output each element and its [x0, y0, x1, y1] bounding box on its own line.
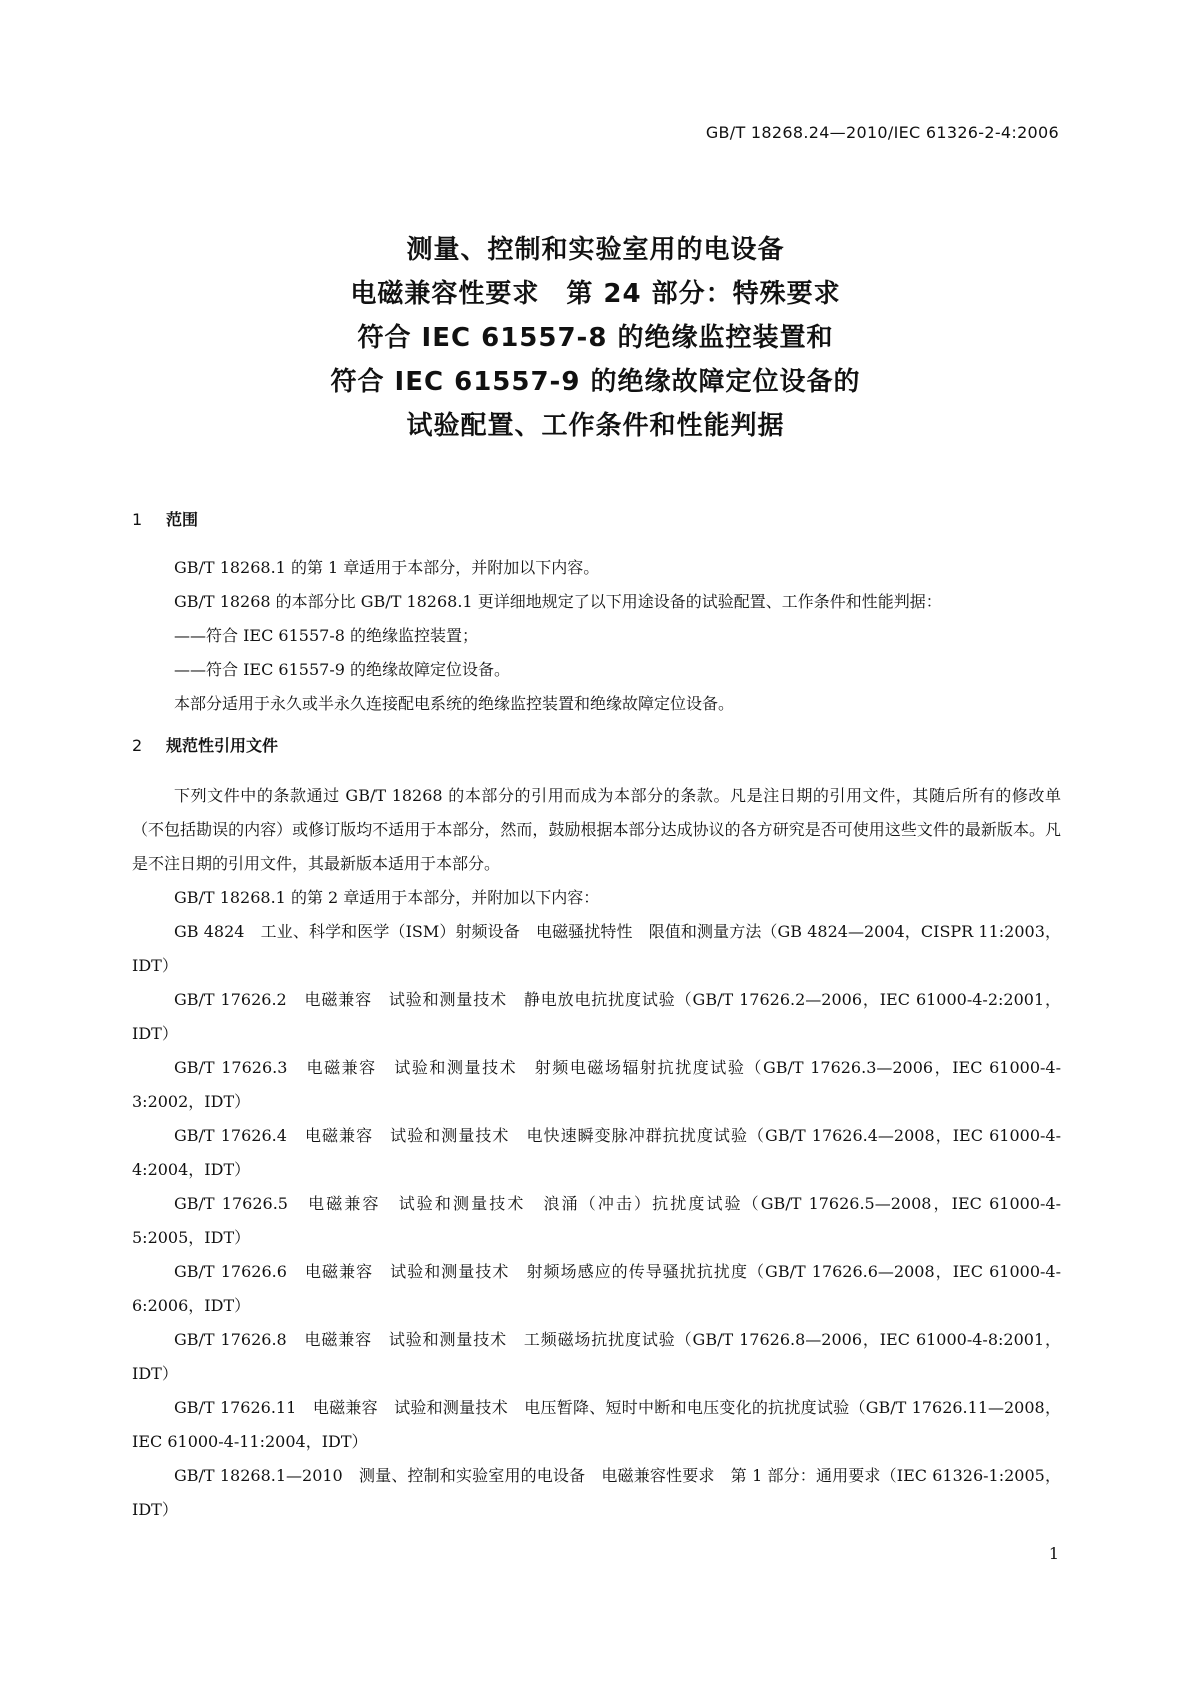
standard-number: GB/T 18268.24—2010/IEC 61326-2-4:2006 [705, 123, 1059, 142]
reference-entry: GB/T 17626.2 电磁兼容 试验和测量技术 静电放电抗扰度试验（GB/T 17626.2—2006，IEC 61000-4-2:2001，IDT） [132, 990, 1061, 1043]
reference-entry: GB/T 17626.11 电磁兼容 试验和测量技术 电压暂降、短时中断和电压变化的抗扰度试验（GB/T 17626.11—2008，IEC 61000-4-11:2004，IDT） [132, 1398, 1061, 1451]
reference-entry: GB/T 17626.8 电磁兼容 试验和测量技术 工频磁场抗扰度试验（GB/T 17626.8—2006，IEC 61000-4-8:2001，IDT） [132, 1330, 1061, 1383]
section-number: 1 [132, 510, 143, 529]
page-number: 1 [1048, 1544, 1059, 1563]
list-item: ——符合 IEC 61557-9 的绝缘故障定位设备。 [174, 660, 510, 679]
section-title: 范围 [166, 510, 199, 529]
paragraph: GB/T 18268.1 的第 2 章适用于本部分，并附加以下内容： [174, 888, 600, 907]
title-line: 试验配置、工作条件和性能判据 [406, 411, 785, 441]
document-title [0, 228, 1191, 448]
reference-entry: GB/T 18268.1—2010 测量、控制和实验室用的电设备 电磁兼容性要求 第 1 部分：通用要求（IEC 61326-1:2005，IDT） [132, 1466, 1061, 1519]
paragraph: 下列文件中的条款通过 GB/T 18268 的本部分的引用而成为本部分的条款。凡是注日期的引用文件，其随后所有的修改单（不包括勘误的内容）或修订版均不适用于本部分，然而，鼓励根据本部分达成协议的各方研究是否可使用这些文件的最新版本。凡是不注日期的引用文件，其最新版本适用于本部分。 [132, 786, 1061, 873]
paragraph: GB/T 18268.1 的第 1 章适用于本部分，并附加以下内容。 [174, 558, 600, 577]
section-title: 规范性引用文件 [166, 736, 279, 755]
reference-entry: GB/T 17626.4 电磁兼容 试验和测量技术 电快速瞬变脉冲群抗扰度试验（GB/T 17626.4—2008，IEC 61000-4-4:2004，IDT） [132, 1126, 1061, 1179]
section-heading-normative-references [132, 731, 1061, 761]
title-line: 电磁兼容性要求 第 24 部分：特殊要求 [350, 279, 841, 309]
title-line: 测量、控制和实验室用的电设备 [406, 235, 785, 265]
reference-entry: GB 4824 工业、科学和医学（ISM）射频设备 电磁骚扰特性 限值和测量方法（GB 4824—2004，CISPR 11:2003，IDT） [132, 922, 1061, 975]
title-line: 符合 IEC 61557-8 的绝缘监控装置和 [357, 323, 834, 353]
reference-entry: GB/T 17626.6 电磁兼容 试验和测量技术 射频场感应的传导骚扰抗扰度（GB/T 17626.6—2008，IEC 61000-4-6:2006，IDT） [132, 1262, 1061, 1315]
section-heading-scope [132, 505, 1061, 535]
title-line: 符合 IEC 61557-9 的绝缘故障定位设备的 [330, 367, 861, 397]
document-body [132, 505, 1061, 1527]
paragraph: 本部分适用于永久或半永久连接配电系统的绝缘监控装置和绝缘故障定位设备。 [174, 694, 735, 713]
section-number: 2 [132, 736, 143, 755]
list-item: ——符合 IEC 61557-8 的绝缘监控装置； [174, 626, 478, 645]
reference-entry: GB/T 17626.5 电磁兼容 试验和测量技术 浪涌（冲击）抗扰度试验（GB/T 17626.5—2008，IEC 61000-4-5:2005，IDT） [132, 1194, 1061, 1247]
paragraph: GB/T 18268 的本部分比 GB/T 18268.1 更详细地规定了以下用途设备的试验配置、工作条件和性能判据： [174, 592, 942, 611]
reference-entry: GB/T 17626.3 电磁兼容 试验和测量技术 射频电磁场辐射抗扰度试验（GB/T 17626.3—2006，IEC 61000-4-3:2002，IDT） [132, 1058, 1061, 1111]
